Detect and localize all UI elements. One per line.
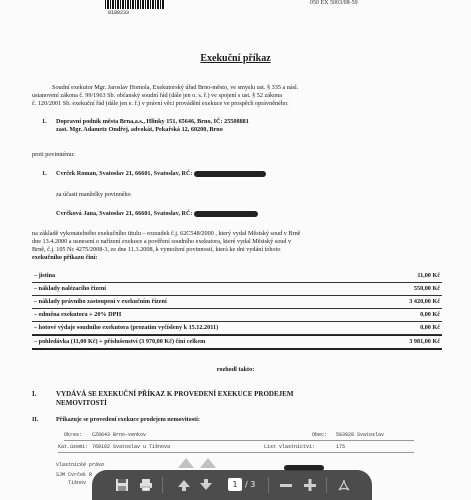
spouse-text: Cvrčková Jana, Svatoslav 21, 66601, Svatoslav, RČ: [56,210,193,217]
vlastnicke-pravo-label: Vlastnické právo [56,462,105,468]
document-title: Exekuční příkaz [200,53,271,64]
basis-line-2: dne 13.4.2000 a usnesení o nařízení exekuce a pověření soudního exekutora, které vydal Městský soud v [32,238,292,245]
obec-value: 583928 Svatoslav [336,432,385,438]
cost-amount: 3 420,00 Kč [409,298,440,305]
against-label: proti povinnému: [32,151,75,158]
cost-row [32,322,442,335]
toolbar-separator [268,477,269,493]
cost-row [32,283,442,296]
cost-label: – hotové výdaje soudního exekutora (prozatím vyčísleny k 15.12.2011) [34,324,219,331]
cost-amount: 0,00 Kč [420,311,440,318]
pdf-viewer-toolbar [92,470,372,500]
redaction-mark [194,211,258,217]
cost-total-amount: 3 981,00 Kč [409,338,440,345]
basis-line-1: na základě vykonatelného exekučního titulu – rozsudek č.j. 62C548/2000 , který vydal Městský soud v Brně [32,230,301,237]
decision-heading: rozhodl takto: [216,366,255,373]
lv-value: 175 [336,444,346,450]
cost-total-label: – pohledávka (11,00 Kč) + příslušenství (3 970,00 Kč) činí celkem [34,338,206,345]
zoom-in-icon[interactable] [302,478,318,492]
section-1-line-2: NEMOVITOSTÍ [56,399,107,407]
intro-line-3: č. 120/2001 Sb. exekuční řád (dále jen e. ř.) v právní věci provádění exekuce ve prospěch oprávněného: [32,100,289,107]
spouse-note: za účasti manželky povinného [56,191,131,198]
toolbar-separator [326,477,327,493]
cost-amount: 0,00 Kč [420,324,440,331]
cost-label: – náklady nalézacího řízení [34,285,107,292]
spouse-line [56,210,258,218]
debtor-line [56,170,266,178]
intro-line-2: ustanovení zákona č. 99/1963 Sb. občanský soudní řád (dále jen o. s. ř.) ve spojení s ust. § 52 zákona [32,92,283,99]
obec-label: Obec: [312,432,328,438]
basis-line-3-text: Brně, č.j. 105 Nc 4275/2008-3, ze dne 11.3.2008, k vymožení povinnosti, která ke dni vydání tohoto [32,246,281,253]
form-rule [58,452,414,453]
creditor-line-1: Dopravní podnik města Brna,a.s., Hlinky 151, 65646, Brno, IČ: 25508881 [56,118,249,125]
tisnov-text: Tišnov [68,480,87,486]
lv-label: List vlastnictví: [264,444,316,450]
cost-row [32,270,442,283]
save-icon[interactable] [114,478,130,492]
cost-total-row [32,335,442,350]
acrobat-icon[interactable] [336,478,352,492]
cost-label: – odměna exekutora + 20% DPH [34,311,122,318]
cost-row [32,309,442,322]
page-total: / 3 [245,480,256,489]
basis-line-4: exekučního příkazu činí: [32,254,98,261]
scroll-hint-icon [178,458,194,468]
page-header [0,0,471,18]
kat-value: 760102 Svatoslav u Tišnova [92,444,171,450]
barcode [105,0,165,9]
redaction-mark [194,171,266,177]
next-page-icon[interactable] [198,478,214,492]
cost-label: – náklady právního zastoupení v exekučním řízení [34,298,167,305]
cost-row [32,296,442,309]
barcode-number: 8180233 [108,10,130,16]
print-icon[interactable] [138,478,154,492]
okres-label: Okres: [64,432,83,438]
basis-line-3 [32,246,280,254]
sjm-value: Cvrček R [68,472,93,478]
okres-value: CZ0643 Brno-venkov [92,432,147,438]
kat-label: Kat.území: [58,444,89,450]
section-2-number: II. [32,416,39,423]
toolbar-separator [162,477,163,493]
zoom-out-icon[interactable] [278,478,294,492]
debtor-text: Cvrček Roman, Svatoslav 21, 66601, Svatoslav, RČ: [56,170,193,177]
cost-amount: 550,00 Kč [413,285,440,292]
costs-table [32,270,442,350]
section-1-line-1: VYDÁVÁ SE EXEKUČNÍ PŘÍKAZ K PROVEDENÍ EXEKUCE PRODEJEM [56,390,294,398]
sjm-label: SJM [56,472,66,478]
scroll-hint-icon [200,458,216,468]
cost-label: – jistina [34,272,56,279]
page-number-input[interactable]: 1 [228,478,242,491]
cost-amount: 11,00 Kč [417,272,440,279]
intro-line-1: Soudní exekutor Mgr. Jaroslav Homola, Exekutorský úřad Brno-město, ve smyslu ust. § 335 a násl. [52,84,299,91]
form-rule [64,440,414,441]
previous-page-icon[interactable] [176,478,192,492]
reference-number: 050 EX 5003/08-59 [310,0,358,6]
creditor-number: 1. [42,118,47,125]
section-1-number: I. [32,390,37,398]
debtor-number: 1. [42,170,47,177]
section-2-text: Přikazuje se provedení exekuce prodejem nemovitostí: [56,416,200,423]
creditor-line-2: zast. Mgr. Adametz Ondřej, advokát, Pekařská 12, 60200, Brno [56,126,223,133]
